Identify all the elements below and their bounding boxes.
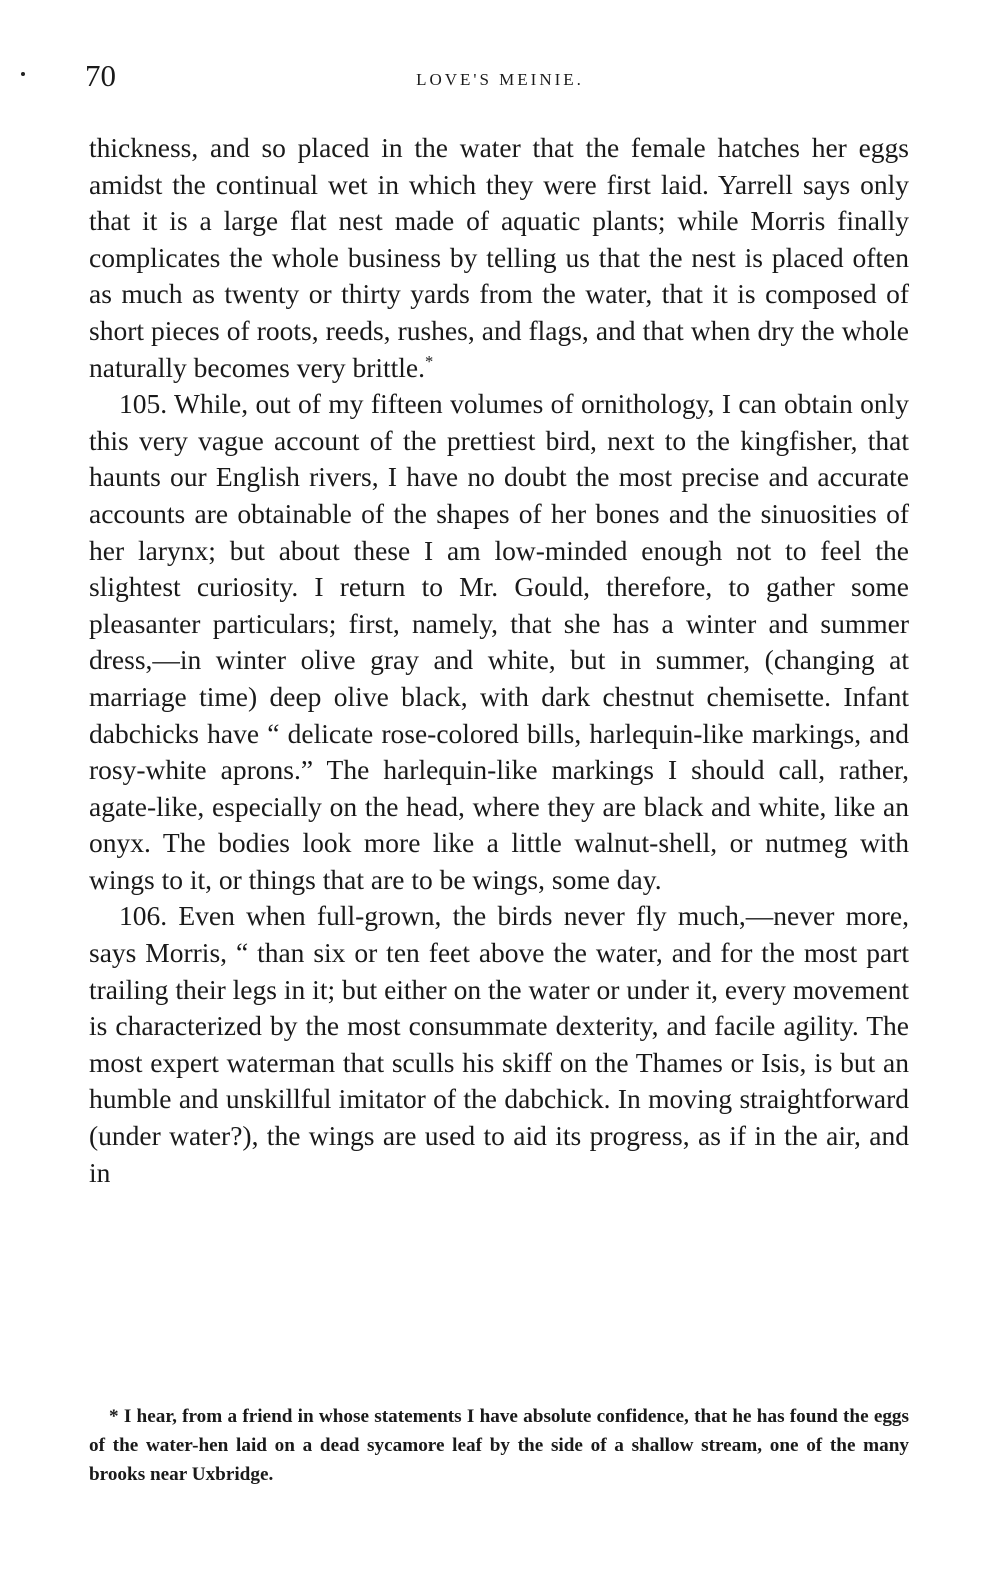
page-header bbox=[0, 58, 1000, 98]
page-number: 70 bbox=[85, 58, 116, 93]
running-head: LOVE'S MEINIE. bbox=[416, 70, 584, 89]
footnote-text: * I hear, from a friend in whose statements I have absolute confidence, that he has found the eggs of the water-hen laid on a dead sycamore leaf by the side of a shallow stream, one of the many brooks near Uxbridge. bbox=[89, 1406, 909, 1485]
footnote-marker: * bbox=[425, 351, 434, 371]
paragraph-text: thickness, and so placed in the water that the female hatches her eggs amidst the continual wet in which they were first laid. Yarrell says only that it is a large flat nest made of aquatic plants; while Morris finally complicates the whole business by telling us that the nest is placed often as much as twenty or thirty yards from the water, that it is composed of short pieces of roots, reeds, rushes, and flags, and that when dry the whole naturally becomes very brittle. bbox=[89, 132, 909, 383]
paragraph-105: 105. While, out of my fifteen volumes of ornithology, I can obtain only this very vague account of the prettiest bird, next to the kingfisher, that haunts our English rivers, I have no doubt the most precise and accurate accounts are obtainable of the shapes of her bones and the sinuosities of her larynx; but about these I am low-minded enough not to feel the slightest curiosity. I return to Mr. Gould, therefore, to gather some pleasanter particulars; first, namely, that she has a winter and summer dress,—in winter olive gray and white, but in summer, (changing at marriage time) deep olive black, with dark chestnut chemisette. Infant dabchicks have “ delicate rose-colored bills, harlequin-like markings, and rosy-white aprons.” The harlequin-like markings I should call, rather, agate-like, especially on the head, where they are black and white, like an onyx. The bodies look more like a little walnut-shell, or nutmeg with wings to it, or things that are to be wings, some day. bbox=[89, 388, 909, 895]
body-text bbox=[89, 130, 909, 1191]
paragraph-continued bbox=[89, 130, 909, 386]
paragraph-106: 106. Even when full-grown, the birds never fly much,—never more, says Morris, “ than six or ten feet above the water, and for the most part trailing their legs in it; but either on the water or under it, every movement is characterized by the most consummate dexterity, and facile agility. The most expert waterman that sculls his skiff on the Thames or Isis, is but an humble and unskillful imitator of the dabchick. In moving straightforward (under water?), the wings are used to aid its progress, as if in the air, and in bbox=[89, 900, 909, 1188]
footnote bbox=[89, 1402, 909, 1489]
